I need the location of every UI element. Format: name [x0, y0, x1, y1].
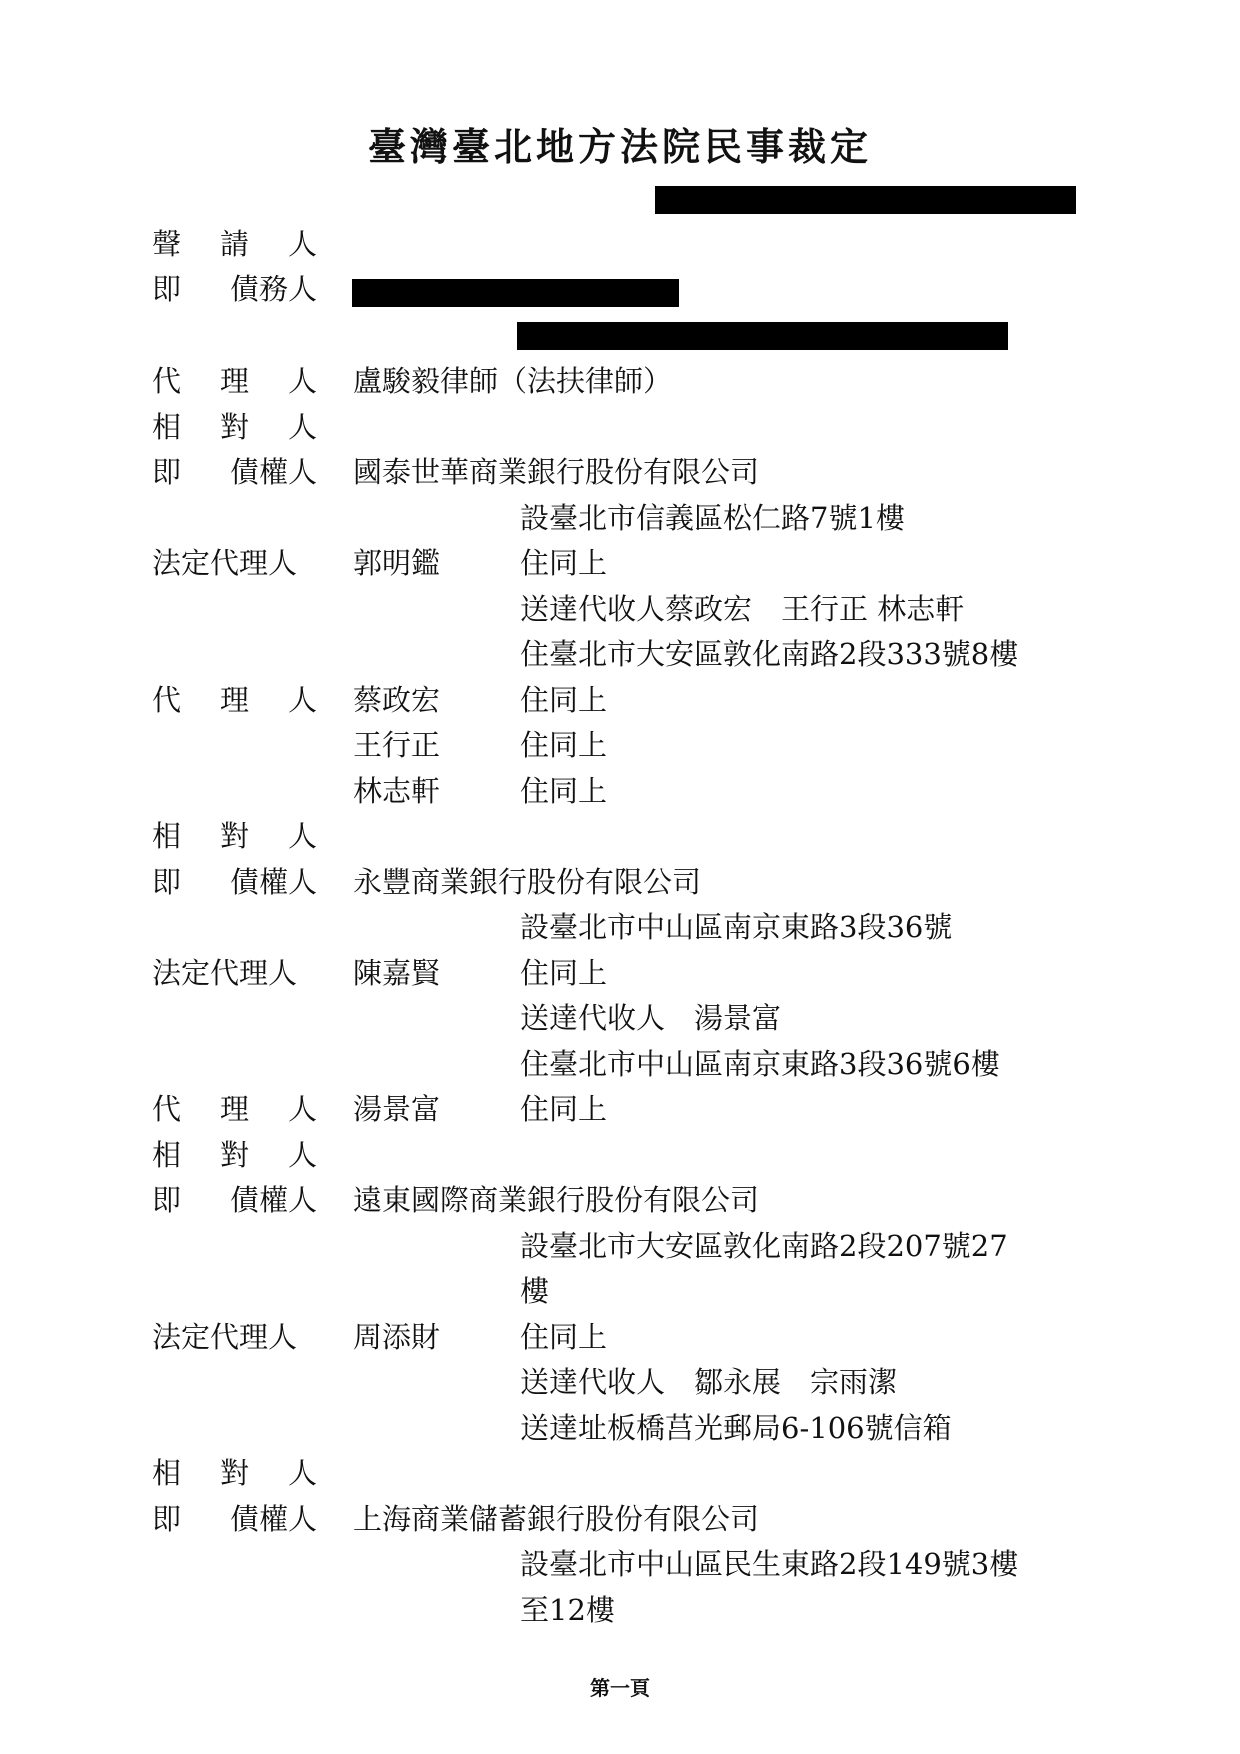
redaction-bar-case-number	[655, 186, 1076, 214]
agent-name: 蔡政宏	[353, 683, 441, 717]
redaction-bar-debtor-address	[517, 322, 1008, 350]
agent-name: 湯景富	[353, 1092, 441, 1126]
creditor-address: 設臺北市中山區南京東路3段36號	[520, 910, 953, 944]
service-address: 住臺北市中山區南京東路3段36號6樓	[520, 1047, 1000, 1081]
creditor-address-continued: 樓	[520, 1274, 550, 1308]
same-address-note: 住同上	[520, 546, 608, 580]
role-applicant: 聲 請 人	[152, 227, 317, 261]
creditor-address: 設臺北市中山區民生東路2段149號3樓	[520, 1547, 1019, 1581]
redaction-bar-debtor-name	[352, 279, 679, 307]
role-agent: 代 理 人	[152, 683, 317, 717]
role-opposing-party: 相 對 人	[152, 410, 317, 444]
same-address-note: 住同上	[520, 728, 608, 762]
agent-name: 林志軒	[353, 774, 441, 808]
same-address-note: 住同上	[520, 1092, 608, 1126]
role-legal-representative: 法定代理人	[152, 956, 298, 990]
role-opposing-party: 相 對 人	[152, 819, 317, 853]
creditor-address: 設臺北市信義區松仁路7號1樓	[520, 501, 905, 535]
same-address-note: 住同上	[520, 956, 608, 990]
service-agents: 送達代收人蔡政宏 王行正 林志軒	[520, 592, 965, 626]
same-address-note: 住同上	[520, 683, 608, 717]
role-creditor: 即 債權人	[152, 1183, 317, 1217]
creditor-company: 上海商業儲蓄銀行股份有限公司	[353, 1502, 760, 1536]
agent-name: 盧駿毅律師（法扶律師）	[353, 364, 673, 398]
agent-name: 王行正	[353, 728, 441, 762]
creditor-company: 國泰世華商業銀行股份有限公司	[353, 455, 760, 489]
page-number: 第一頁	[590, 1676, 650, 1700]
creditor-address: 設臺北市大安區敦化南路2段207號27	[520, 1229, 1008, 1263]
document-title: 臺灣臺北地方法院民事裁定	[367, 124, 872, 169]
role-opposing-party: 相 對 人	[152, 1456, 317, 1490]
role-agent: 代 理 人	[152, 364, 317, 398]
legal-representative-name: 郭明鑑	[353, 546, 441, 580]
role-creditor: 即 債權人	[152, 865, 317, 899]
creditor-company: 永豐商業銀行股份有限公司	[353, 865, 702, 899]
role-legal-representative: 法定代理人	[152, 546, 298, 580]
legal-representative-name: 陳嘉賢	[353, 956, 441, 990]
creditor-company: 遠東國際商業銀行股份有限公司	[353, 1183, 760, 1217]
role-legal-representative: 法定代理人	[152, 1320, 298, 1354]
service-agents: 送達代收人 鄒永展 宗雨潔	[520, 1365, 898, 1399]
role-opposing-party: 相 對 人	[152, 1138, 317, 1172]
role-creditor: 即 債權人	[152, 455, 317, 489]
role-agent: 代 理 人	[152, 1092, 317, 1126]
service-agents: 送達代收人 湯景富	[520, 1001, 782, 1035]
role-debtor: 即 債務人	[152, 272, 317, 306]
same-address-note: 住同上	[520, 1320, 608, 1354]
service-address: 住臺北市大安區敦化南路2段333號8樓	[520, 637, 1019, 671]
role-creditor: 即 債權人	[152, 1502, 317, 1536]
legal-representative-name: 周添財	[353, 1320, 441, 1354]
same-address-note: 住同上	[520, 774, 608, 808]
service-address: 送達址板橋莒光郵局6-106號信箱	[520, 1411, 952, 1445]
creditor-address-continued: 至12樓	[520, 1593, 615, 1627]
